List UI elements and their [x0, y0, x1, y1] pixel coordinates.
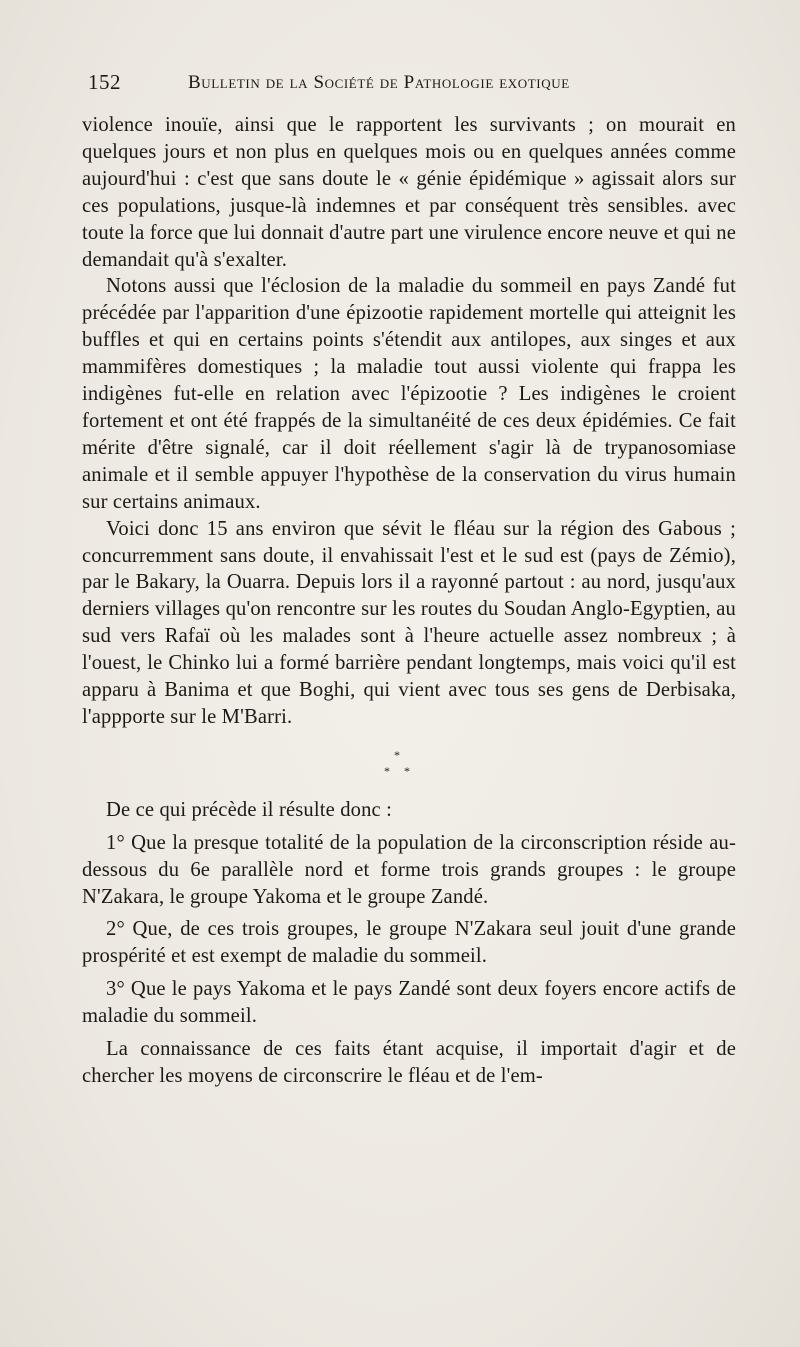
paragraph-7: 3° Que le pays Yakoma et le pays Zandé sont deux foyers encore actifs de maladie du sommeil. [82, 978, 736, 1028]
paragraph-3: Voici donc 15 ans environ que sévit le fléau sur la région des Gabous ; concurremment sans doute, il envahissait l'est et le sud est (pays de Zémio), par le Bakary, la Ouarra. Depuis lors il a rayonné partout : au nord, jusqu'aux derniers villages qu'on rencontre sur les routes du Soudan Anglo-Egyptien, au sud vers Rafaï où les malades sont à l'heure actuelle assez nombreux ; à l'ouest, le Chinko lui a formé barrière pendant longtemps, mais voici qu'il est apparu à Banima et que Boghi, qui vient avec tous ses gens de Derbisaka, l'appporte sur le M'Barri. [82, 517, 736, 728]
paragraph-2: Notons aussi que l'éclosion de la maladie du sommeil en pays Zandé fut précédée par l'apparition d'une épizootie rapidement mortelle qui atteignit les buffles et qui en certains points s'étendit aux antilopes, aux singes et aux mammifères domestiques ; la maladie tout aussi violente qui frappa les indigènes fut-elle en relation avec l'épizootie ? Les indigènes le croient fortement et ont été frappés de la simultanéité de ces deux épidémies. Ce fait mérite d'être signalé, car il doit réellement s'agir là de trypanosomiase animale et il semble appuyer l'hypothèse de la conservation du virus humain sur certains animaux. [82, 275, 736, 513]
asterism-star: * [404, 763, 411, 778]
body-text [82, 112, 736, 1090]
page-header [88, 70, 740, 98]
running-title: Bulletin de la Société de Pathologie exotique [188, 72, 570, 93]
asterism-star: * [394, 747, 401, 762]
paragraph-6: 2° Que, de ces trois groupes, le groupe N'Zakara seul jouit d'une grande prospérité et est exempt de maladie du sommeil. [82, 918, 736, 968]
asterism-star: * [384, 763, 391, 778]
paragraph-4: De ce qui précède il résulte donc : [106, 798, 393, 821]
paragraph-1: violence inouïe, ainsi que le rapportent les survivants ; on mourait en quelques jours et non plus en quelques mois ou en quelques années comme aujourd'hui : c'est que sans doute le « génie épidémique » agissait alors sur ces populations, jusque-là indemnes et par conséquent très sensibles. avec toute la force que lui donnait d'autre part une virulence encore neuve et qui ne demandait qu'à s'exalter. [82, 114, 736, 271]
paragraph-5: 1° Que la presque totalité de la population de la circonscription réside au-dessous du 6e parallèle nord et forme trois grands groupes : le groupe N'Zakara, le groupe Yakoma et le groupe Zandé. [82, 831, 736, 908]
page-number: 152 [88, 70, 121, 94]
paragraph-8: La connaissance de ces faits étant acquise, il importait d'agir et de chercher les moyens de circonscrire le fléau et de l'em- [82, 1038, 736, 1087]
section-asterism [82, 731, 736, 797]
